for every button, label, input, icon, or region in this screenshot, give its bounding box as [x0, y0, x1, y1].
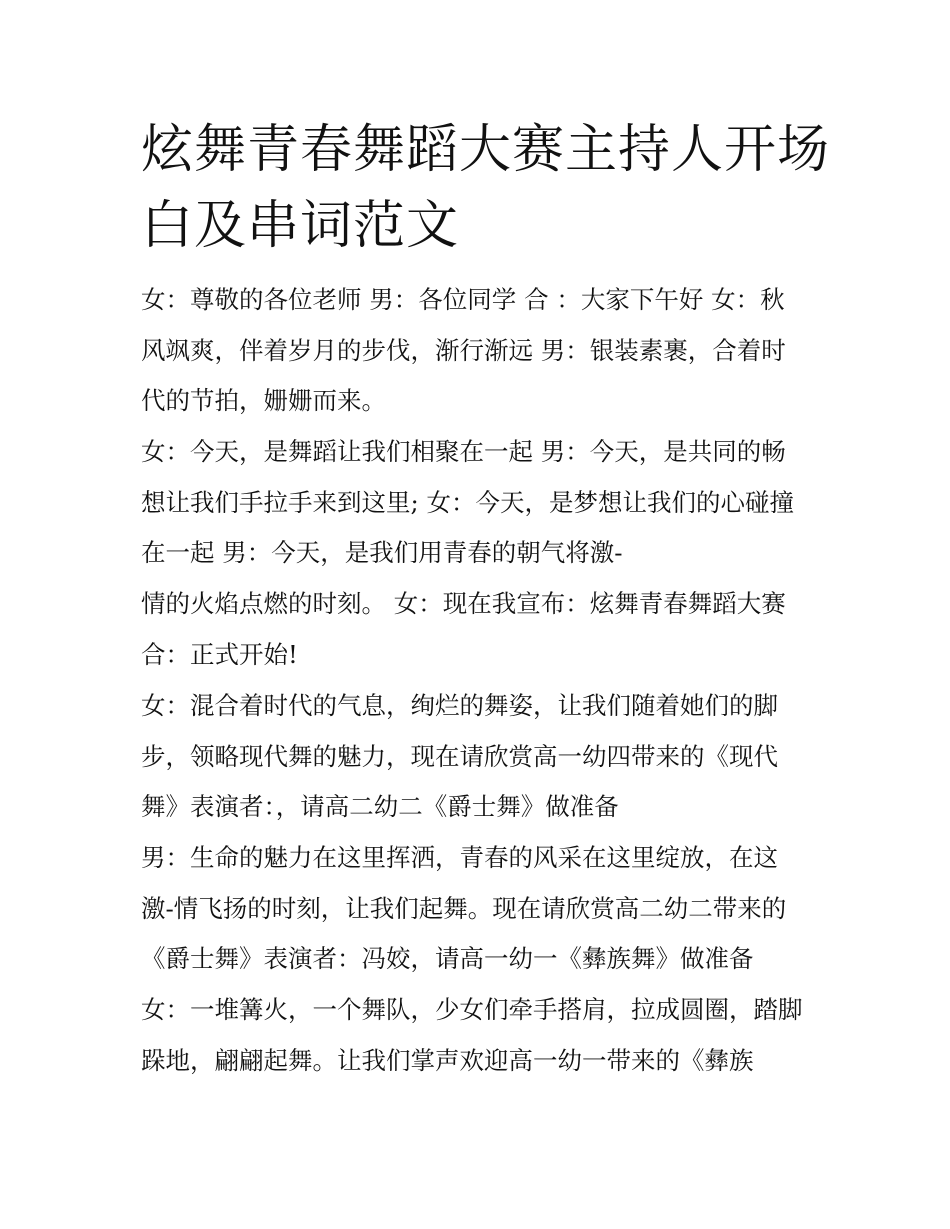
body-line: 步，领略现代舞的魅力，现在请欣赏高一幼四带来的《现代 [141, 742, 778, 771]
body-line: 女：一堆篝火，一个舞队，少女们牵手搭肩，拉成圆圈，踏脚 [141, 995, 803, 1024]
body-line: 男：生命的魅力在这里挥洒，青春的风采在这里绽放，在这 [141, 843, 778, 872]
body-line: 女：今天，是舞蹈让我们相聚在一起 男：今天，是共同的畅 [141, 437, 786, 466]
body-line: 舞》表演者：，请高二幼二《爵士舞》做准备 [141, 792, 619, 821]
body-line: 在一起 男：今天，是我们用青春的朝气将激- [141, 538, 623, 567]
body-line: 合：正式开始! [141, 640, 298, 669]
body-line: 风飒爽，伴着岁月的步伐，渐行渐远 男：银装素裹，合着时 [141, 336, 786, 365]
body-line: 情的火焰点燃的时刻。 女：现在我宣布：炫舞青春舞蹈大赛 [141, 589, 786, 618]
body-line: 代的节拍，姗姗而来。 [141, 386, 386, 415]
body-line: 跺地，翩翩起舞。让我们掌声欢迎高一幼一带来的《彝族 [141, 1046, 754, 1075]
document-title-line: 炫舞青春舞蹈大赛主持人开场 [141, 120, 831, 180]
body-line: 《爵士舞》表演者：冯姣，请高一幼一《彝族舞》做准备 [141, 944, 754, 973]
document-title-line: 白及串词范文 [141, 196, 460, 256]
body-line: 女：混合着时代的气息，绚烂的舞姿，让我们随着她们的脚 [141, 691, 778, 720]
body-line: 激-情飞扬的时刻，让我们起舞。现在请欣赏高二幼二带来的 [141, 894, 787, 923]
body-line: 女：尊敬的各位老师 男：各位同学 合 ：大家下午好 女：秋 [141, 285, 785, 314]
body-line: 想让我们手拉手来到这里; 女：今天，是梦想让我们的心碰撞 [141, 488, 795, 517]
